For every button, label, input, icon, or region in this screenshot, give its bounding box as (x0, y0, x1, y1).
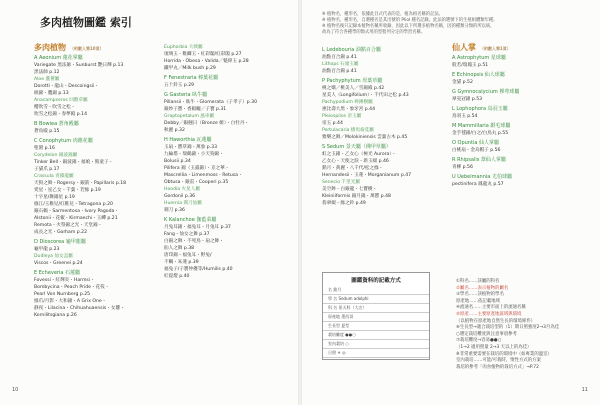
genus-heading: Huernia 剃刀仙屬 (164, 201, 202, 206)
page-number-left: 10 (12, 387, 19, 393)
card-row-text: 室內栽培 ○ (328, 341, 349, 346)
genus-letter-heading: D Dioscorea 龜甲龍屬 (34, 239, 86, 245)
index-entry: Horrida・Obesa・Valida／魁偉玉 p.28 (164, 59, 249, 64)
index-column-3 (322, 44, 411, 207)
index-entry: 福兔子/子寶仲優等/Humilis p.40 (164, 267, 233, 272)
legend-item: ②屬名……表示植物的屬名 (456, 285, 509, 291)
index-entry: 虹之玉錦・乙女心（極光 Aurora）・ (322, 152, 397, 157)
index-entry: Bombycina・Peach Pride・花筏・ (34, 285, 110, 290)
index-entry: 銀妙子寶・香殿曬／子寶 p.31 (164, 107, 227, 112)
index-entry: 惠比壽大黑・象牙宮 p.44 (322, 107, 376, 112)
page-number-right: 11 (581, 387, 588, 393)
genus-letter-heading: L Ledebouria 油點百合屬 (322, 47, 381, 53)
right-page (302, 0, 600, 405)
genus-letter-heading: A Aeonium 蓮花掌屬 (34, 55, 83, 61)
card-row-divider (323, 303, 429, 304)
index-entry: 九輪塔・瑞鶴錦・小天狗錦・ (164, 152, 224, 157)
index-entry: 綠江/玉稚兒/紅稚兒・Tetragona p.20 (34, 202, 113, 207)
index-entry: Pilifera 錦（玉露錦）・京之華・ (164, 166, 230, 171)
genus-heading: Aloe 蘆薈屬 (34, 77, 60, 82)
genus-heading: Corydelon 銀波錦屬 (34, 153, 78, 158)
index-notes (322, 12, 497, 36)
index-column-4 (452, 44, 519, 188)
card-row-text: 原產地 墨西哥 (328, 314, 354, 319)
entry-list (452, 55, 519, 188)
section-title: 仙人掌 (452, 43, 476, 52)
index-entry: 玉扇・寶草錦・萬象 p.33 (164, 145, 218, 150)
index-entry: 吹雪之松錦・春夢殿 p.14 (34, 112, 88, 117)
legend-list (456, 279, 559, 371)
card-row-divider (323, 348, 429, 349)
note-line: ※ 植物名，種形名，依據此目式代表的是，植為組名稱的記法。 (322, 12, 443, 17)
legend-item: ①科名……該屬的科名 (456, 279, 500, 284)
index-entry: 金貓 p.52 (452, 80, 473, 85)
card-row-divider (323, 330, 429, 331)
index-entry: 雅樂之舞／Molokiniensis 雲葉古木 p.45 (322, 135, 408, 140)
genus-letter-heading: H Haworthia 瓦蓮屬 (164, 137, 212, 143)
legend-item: （1→2 適用照量 2→3 天以上的為佳） (456, 344, 532, 350)
index-entry: 金手毬錦/白之/白鳥丸 p.55 (452, 131, 509, 136)
index-entry: 銘月・黃麗・八千代/松之綠・ (322, 166, 384, 171)
legend-item: ⑥生長型→適合栽培型的（1）期日照強度2→3月為佳 (456, 325, 560, 331)
genus-letter-heading: E Echeveria 石蓮屬 (34, 270, 81, 276)
index-entry: Kornilitsgiana p.26 (34, 313, 77, 318)
index-entry: 翡翠綴・綠之鈴 p.49 (322, 201, 366, 206)
section-heading-cactus (452, 44, 519, 52)
section-title: 多肉植物 (34, 43, 66, 52)
index-entry: 銀石鶴・Sarmentosa・Ivory Pagoda・ (34, 209, 119, 214)
card-row-divider (323, 294, 429, 295)
left-page (0, 0, 298, 405)
legend-item: 栽培的參考「肉食植物的栽培方式」→P.72 (456, 364, 539, 370)
index-entry: 成長之光・Gorham p.22 (34, 230, 88, 235)
index-entry: Variegate 黑法師・Sunburst 艷日輝 p.13 (34, 63, 124, 68)
index-entry: Dorotti・龍山・Descoingsii・ (34, 84, 99, 89)
card-row-divider (323, 312, 429, 313)
index-entry: Viscos・Greenei p.24 (34, 261, 83, 266)
index-entry: 星美人（Longifolium）・千代田之松 p.43 (322, 93, 409, 98)
legend-item: 室內栽培……可能/可栽時，惰性方式的方案 (456, 358, 541, 364)
index-entry: Remota・火祭錦之光・天堂錦・ (34, 223, 103, 228)
note-line: ※ 植物名，種形名，自選種名是其出號的 Pliol 種名記錄。此法的選號下的生殖組體類年種。 (322, 18, 498, 23)
section-note: （約數入第1頁） (480, 46, 511, 51)
genus-heading: Graptopetalum 風車屬 (164, 114, 215, 119)
genus-letter-heading: M Mammillaria 銀毛球屬 (452, 123, 511, 129)
index-column-1 (34, 44, 126, 319)
index-entry: 綾錦・鷹錦 p.13 (34, 91, 69, 96)
index-entry: 油點百合錦 p.41 (322, 69, 357, 74)
legend-item: ④流通名……主要市面上的流通名稱 (456, 305, 526, 311)
index-entry: Kleiniiformis 銀月錦・萬寶 p.48 (322, 194, 391, 199)
genus-letter-heading: P Pachyphytum 厚葉草屬 (322, 78, 383, 84)
entry-list (34, 55, 126, 319)
legend-item: ○選定栽培難度與注意事項參考 (456, 331, 517, 337)
card-row-divider (323, 339, 429, 340)
card-title: 圖鑑資料的記載方式 (351, 278, 401, 284)
index-entry: 黑法師 p.12 (34, 70, 60, 75)
legend-item: （以植物在原產地自然生長的環境條件） (456, 318, 536, 324)
card-row-text: 生長型 夏型 (328, 323, 350, 328)
index-entry: 剃刀 p.36 (164, 208, 185, 213)
index-entry: 五十鈴玉 p.29 (164, 83, 195, 88)
index-entry: Fang・仙女之舞 p.37 (164, 232, 210, 237)
genus-heading: Euphorbia 大戟屬 (164, 45, 203, 50)
index-entry: 龜甲龍 p.23 (34, 247, 60, 252)
index-entry: 秋麗 p.32 (164, 128, 185, 133)
note-line: ※ 植物名後只記錄本植物名稱所收錄，因此以下所選多植物名稱，因的種類分類的所以統， (322, 24, 495, 29)
card-row-text: 栽培難度 ●●○ (328, 332, 356, 337)
index-entry: 子貓爪 p.17 (34, 167, 60, 172)
index-entry: Pillansii・臥牛・Glomerata（子孝子）p.30 (164, 100, 258, 105)
index-entry: Fovessi・紅輝炎・Harmsi・ (34, 278, 95, 283)
index-entry: 綠爪/月影・大和錦・A Grix One・ (34, 299, 107, 304)
index-entry: Obtusa・銀雷・Cooperi p.35 (164, 180, 229, 185)
genus-heading: Pleiospilos 帝玉屬 (322, 114, 362, 119)
index-entry: Mascrellia・Limenmoss・Retusa・ (164, 173, 243, 178)
index-entry: 帝玉 p.44 (322, 121, 343, 126)
index-entry: 鳥羽玉 p.54 (452, 114, 478, 119)
index-entry: 紅提燈 p.40 (164, 274, 190, 279)
genus-heading: Anacampseros 回歡草屬 (34, 98, 88, 103)
index-entry: Hernandesii・玉蓮・Morganianum p.47 (322, 173, 412, 178)
index-entry: 美空鉾・白銀龍・七寶樹・ (322, 187, 378, 192)
index-entry: 唐印錦・福兔耳・野兔/ (164, 253, 212, 258)
index-entry: 琉璃玉・稚麟玉・紅彩閣/紅彩閣 p.27 (164, 52, 242, 57)
index-entry: 聖園 p.16 (34, 146, 55, 151)
genus-letter-heading: S Sedum 景天屬（佛甲草屬） (322, 144, 391, 150)
genus-heading: Hoodia 火星人屬 (164, 187, 200, 192)
index-entry: 乙女心・天使之淚・新玉綴 p.46 (322, 159, 389, 164)
legend-item: ⑤原產……主要原產地區域與環境 (456, 311, 522, 317)
index-entry: Gordonii p.36 (164, 194, 196, 199)
entry-list (322, 47, 411, 207)
index-entry: 十字星/舞錦星 p.19 (34, 195, 75, 200)
card-row-divider (323, 321, 429, 322)
index-entry: Bolusii p.34 (164, 159, 191, 164)
index-title: 多肉植物圖鑑 索引 (40, 16, 132, 29)
index-entry: 鐵甲丸／Milk bush p.29 (164, 66, 216, 71)
section-note: （約數入第10頁） (70, 46, 104, 51)
genus-heading: Senecio 千里光屬 (322, 180, 360, 185)
index-entry: Tinker Bell・銀波錦・福娘・熊童子・ (34, 160, 114, 165)
genus-heading: Pachypodium 棒錘樹屬 (322, 100, 373, 105)
index-column-2 (164, 44, 257, 280)
genus-letter-heading: O Opuntia 仙人掌屬 (452, 140, 499, 146)
index-entry: 翠晃冠錦 p.53 (452, 97, 483, 102)
sample-data-card (322, 272, 430, 360)
index-entry: 白銀之舞・不死鳥・扇之舞・ (164, 239, 224, 244)
legend-item: ⑦栽培難度→容易●●○ (456, 338, 502, 344)
index-entry: 桃之嬌／桃美人／雪錦殿 p.42 (322, 86, 385, 91)
genus-letter-heading: L Lophophora 鳥羽玉屬 (452, 106, 508, 112)
section-heading-succulents (34, 44, 126, 52)
index-entry: pectinifera 鳳龍丸 p.57 (452, 182, 504, 187)
card-row-divider (323, 357, 429, 358)
index-entry: 青柳 p.56 (452, 165, 473, 170)
card-row-text: 學 名 Sedum adolphi (328, 296, 369, 301)
index-entry: 白桃扇・金烏帽子 p.56 (452, 148, 501, 153)
index-entry: Debby／銀翹日（Bronze 姬）・白牡丹・ (164, 121, 250, 126)
genus-letter-heading: F Fenestraria 棒葉花屬 (164, 75, 219, 81)
genus-letter-heading: K Kalanchoe 伽藍菜屬 (164, 217, 217, 223)
genus-heading: Dudleya 仙女盃屬 (34, 254, 73, 259)
index-entry: 不觸・朱蓮 p.39 (164, 260, 199, 265)
index-entry: 蒼角殿 p.15 (34, 129, 60, 134)
genus-letter-heading: G Gasteria 臥牛屬 (164, 92, 208, 98)
genus-letter-heading: A Astrophytum 星球屬 (452, 55, 506, 61)
genus-heading: Crassula 青鎖龍屬 (34, 174, 74, 179)
index-entry: 靜夜・Lilacina・Chihuahuaensis・女雛・ (34, 306, 125, 311)
genus-letter-heading: R Rhipsalis 葦仙人掌屬 (452, 157, 506, 163)
genus-letter-heading: C Conophytum 肉錐花屬 (34, 138, 93, 144)
index-entry: 天狗之舞・Rogersy・銀箭・Papillaris p.18 (34, 181, 127, 186)
index-entry: Alstonii・花椒・Kirmaechi・玉蟬 p.21 (34, 216, 118, 221)
note-line: 故為了符合各種學的類式用的型程列分定的學習名稱。 (322, 30, 426, 35)
index-entry: Pearl Von Nurnberg p.25 (34, 292, 91, 297)
genus-letter-heading: U Uebelmannia 尤伯球屬 (452, 174, 512, 180)
legend-item: 原產地……依記載地域 (456, 298, 500, 304)
index-entry: 櫻吹雪・吹雪之松・ (34, 105, 76, 110)
card-row-text: 日照 ☀ ◎ (328, 350, 346, 355)
index-entry: 油點百合錦 p.41 (322, 55, 357, 60)
genus-heading: Lithops 石頭玉屬 (322, 62, 359, 67)
legend-item: ③學名……該植物的學名 (456, 292, 504, 298)
legend-item: ※非常重要需要在栽培的環境中（如專業的溫室） (456, 351, 552, 357)
genus-letter-heading: E Echinopsis 仙人球屬 (452, 72, 505, 78)
genus-letter-heading: B Bowiea 蒼角殿屬 (34, 121, 79, 127)
card-row-text: 科 名 景天科（大名） (328, 305, 367, 310)
index-entry: 月兔耳錦・福兔耳・月兔耳 p.37 (164, 225, 231, 230)
index-entry: 仙人之舞 p.38 (164, 246, 195, 251)
card-row-text: 名 銘月 (328, 287, 342, 292)
genus-letter-heading: G Gymnocalycium 裸萼球屬 (452, 89, 520, 95)
entry-list (164, 44, 257, 280)
index-entry: 愛星・星乙女・千葉・若綠 p.19 (34, 188, 101, 193)
genus-heading: Portulacaria 樹馬齒莧屬 (322, 128, 374, 133)
index-entry: 般若/瑞鳳玉 p.51 (452, 63, 489, 68)
